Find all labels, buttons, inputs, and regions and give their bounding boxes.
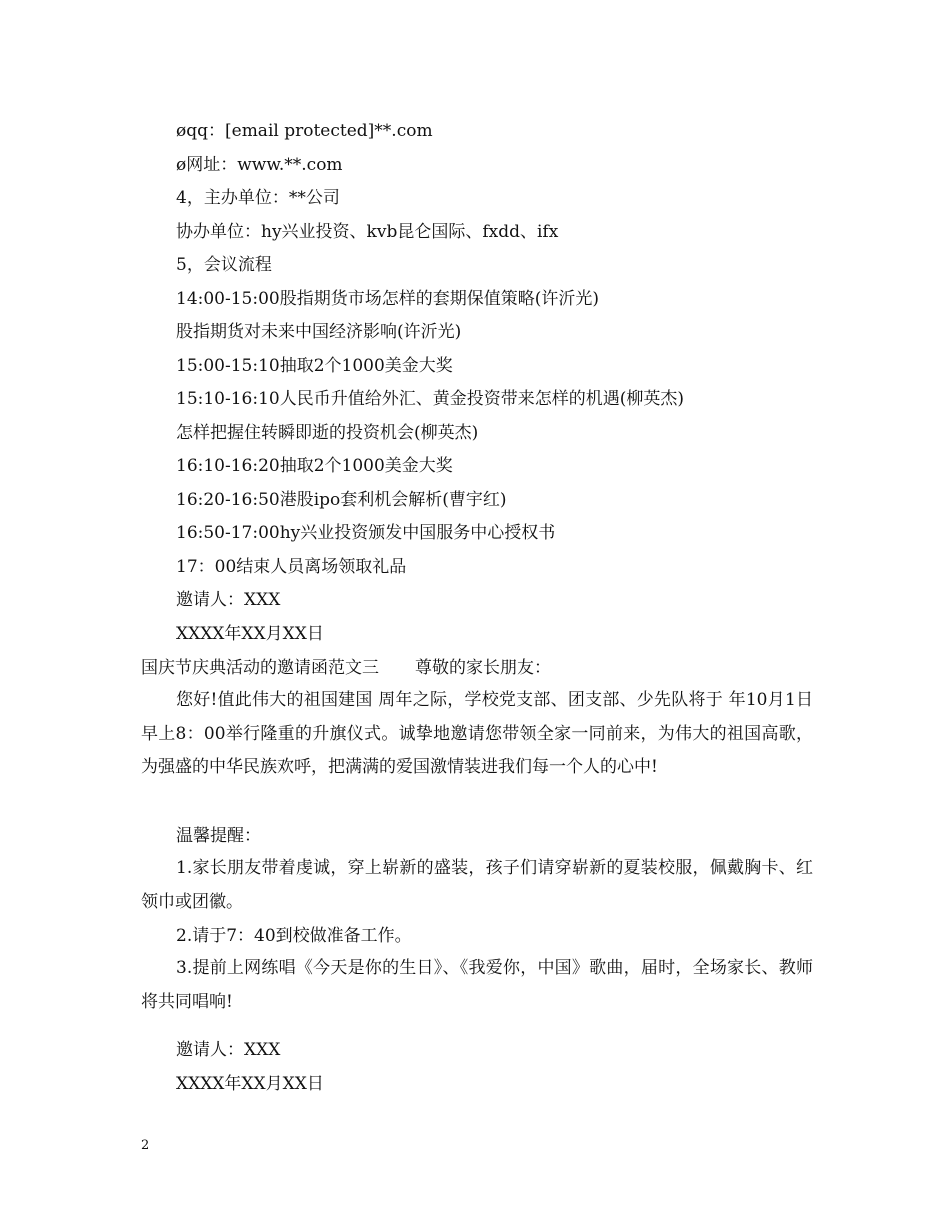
agenda-item: 股指期货对未来中国经济影响(许沂光) — [176, 322, 462, 342]
co-host-organizer: 协办单位：hy兴业投资、kvb昆仑国际、fxdd、ifx — [176, 222, 559, 242]
date-line-2: XXXX年XX月XX日 — [176, 1074, 324, 1094]
agenda-item: 怎样把握住转瞬即逝的投资机会(柳英杰) — [176, 423, 479, 443]
reminder-item-3: 3.提前上网练唱《今天是你的生日》、《我爱你，中国》歌曲，届时，全场家长、教师将共同唱响! — [141, 958, 813, 1012]
page-number: 2 — [141, 1138, 150, 1153]
inviter-line-2: 邀请人：XXX — [176, 1040, 281, 1060]
reminder-heading: 温馨提醒： — [176, 826, 261, 846]
reminder-item-1: 1.家长朋友带着虔诚，穿上崭新的盛装，孩子们请穿崭新的夏装校服，佩戴胸卡、红领巾或团徽。 — [141, 858, 813, 912]
body-paragraph: 您好!值此伟大的祖国建国 周年之际，学校党支部、团支部、少先队将于 年10月1日早上8：00举行隆重的升旗仪式。诚挚地邀请您带领全家一同前来，为伟大的祖国高歌，为强盛的中华民族欢呼，把满满的爱国激情装进我们每一个人的心中! — [141, 690, 813, 777]
contact-website: ø网址：www.**.com — [176, 155, 343, 175]
agenda-item: 14:00-15:00股指期货市场怎样的套期保值策略(许沂光) — [176, 289, 599, 309]
inviter-line: 邀请人：XXX — [176, 590, 281, 610]
agenda-item: 16:50-17:00hy兴业投资颁发中国服务中心授权书 — [176, 523, 556, 543]
section-title: 国庆节庆典活动的邀请函范文三 — [141, 658, 379, 678]
agenda-item: 16:10-16:20抽取2个1000美金大奖 — [176, 456, 453, 476]
reminder-item-2: 2.请于7：40到校做准备工作。 — [176, 926, 412, 946]
host-organizer: 4，主办单位：**公司 — [176, 188, 340, 208]
agenda-item: 17：00结束人员离场领取礼品 — [176, 557, 407, 577]
agenda-item: 15:10-16:10人民币升值给外汇、黄金投资带来怎样的机遇(柳英杰) — [176, 389, 684, 409]
contact-qq: øqq：[email protected]**.com — [176, 121, 433, 141]
agenda-item: 16:20-16:50港股ipo套利机会解析(曹宇红) — [176, 490, 507, 510]
section-title-line — [141, 657, 551, 679]
agenda-item: 15:00-15:10抽取2个1000美金大奖 — [176, 356, 453, 376]
salutation: 尊敬的家长朋友： — [415, 658, 551, 678]
agenda-heading: 5，会议流程 — [176, 255, 272, 275]
date-line: XXXX年XX月XX日 — [176, 624, 324, 644]
